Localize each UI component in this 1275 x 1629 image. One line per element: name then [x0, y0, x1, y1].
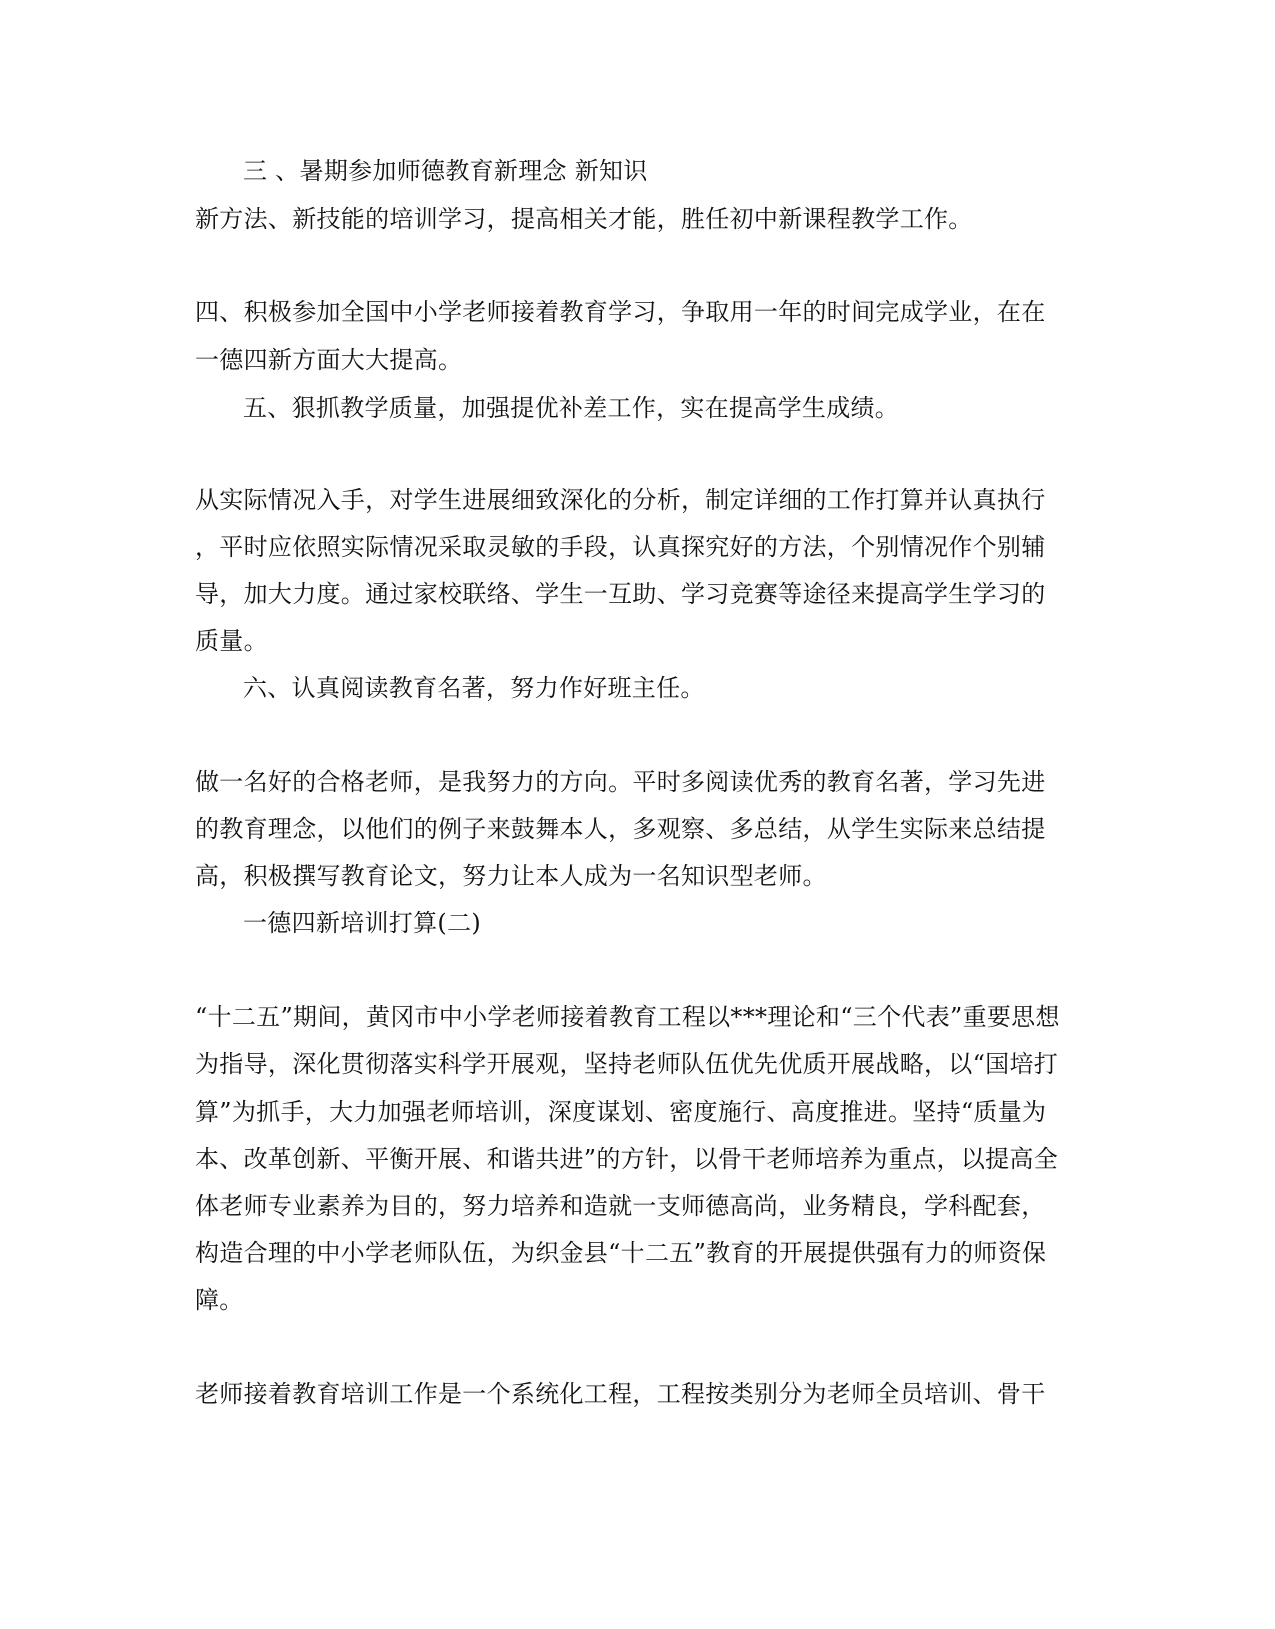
paragraph-line: 做一名好的合格老师，是我努力的方向。平时多阅读优秀的教育名著，学习先进	[195, 768, 1046, 796]
paragraph-line: “十二五”期间，黄冈市中小学老师接着教育工程以***理论和“三个代表”重要思想	[195, 1003, 1060, 1031]
paragraph-line: 为指导，深化贯彻落实科学开展观，坚持老师队伍优先优质开展战略，以“国培打	[195, 1050, 1059, 1078]
paragraph-line: 障。	[195, 1286, 244, 1314]
section-heading-3: 三 、暑期参加师德教育新理念 新知识	[243, 157, 648, 185]
paragraph-line: 本、改革创新、平衡开展、和谐共进”的方针，以骨干老师培养为重点，以提高全	[195, 1145, 1059, 1173]
section-line-4: 四、积极参加全国中小学老师接着教育学习，争取用一年的时间完成学业，在在	[195, 298, 1046, 326]
paragraph-line: 老师接着教育培训工作是一个系统化工程，工程按类别分为老师全员培训、骨干	[195, 1380, 1046, 1408]
paragraph-line: ，平时应依照实际情况采取灵敏的手段，认真探究好的方法，个别情况作个别辅	[195, 533, 1046, 561]
paragraph-line: 体老师专业素养为目的，努力培养和造就一支师德高尚，业务精良，学科配套，	[195, 1192, 1046, 1220]
paragraph-line: 从实际情况入手，对学生进展细致深化的分析，制定详细的工作打算并认真执行	[195, 486, 1046, 514]
subtitle-heading: 一德四新培训打算(二)	[243, 909, 482, 937]
paragraph-line: 构造合理的中小学老师队伍，为织金县“十二五”教育的开展提供强有力的师资保	[195, 1239, 1047, 1267]
section-heading-6: 六、认真阅读教育名著，努力作好班主任。	[243, 674, 705, 702]
paragraph-line: 质量。	[195, 627, 268, 655]
paragraph-line: 高，积极撰写教育论文，努力让本人成为一名知识型老师。	[195, 862, 827, 890]
paragraph-line: 的教育理念，以他们的例子来鼓舞本人，多观察、多总结，从学生实际来总结提	[195, 815, 1046, 843]
section-heading-5: 五、狠抓教学质量，加强提优补差工作，实在提高学生成绩。	[243, 394, 900, 422]
paragraph-line: 一德四新方面大大提高。	[195, 346, 463, 374]
paragraph-line: 导，加大力度。通过家校联络、学生一互助、学习竞赛等途径来提高学生学习的	[195, 580, 1046, 608]
paragraph-line: 新方法、新技能的培训学习，提高相关才能，胜任初中新课程教学工作。	[195, 205, 973, 233]
paragraph-line: 算”为抓手，大力加强老师培训，深度谋划、密度施行、高度推进。坚持“质量为	[195, 1098, 1047, 1126]
